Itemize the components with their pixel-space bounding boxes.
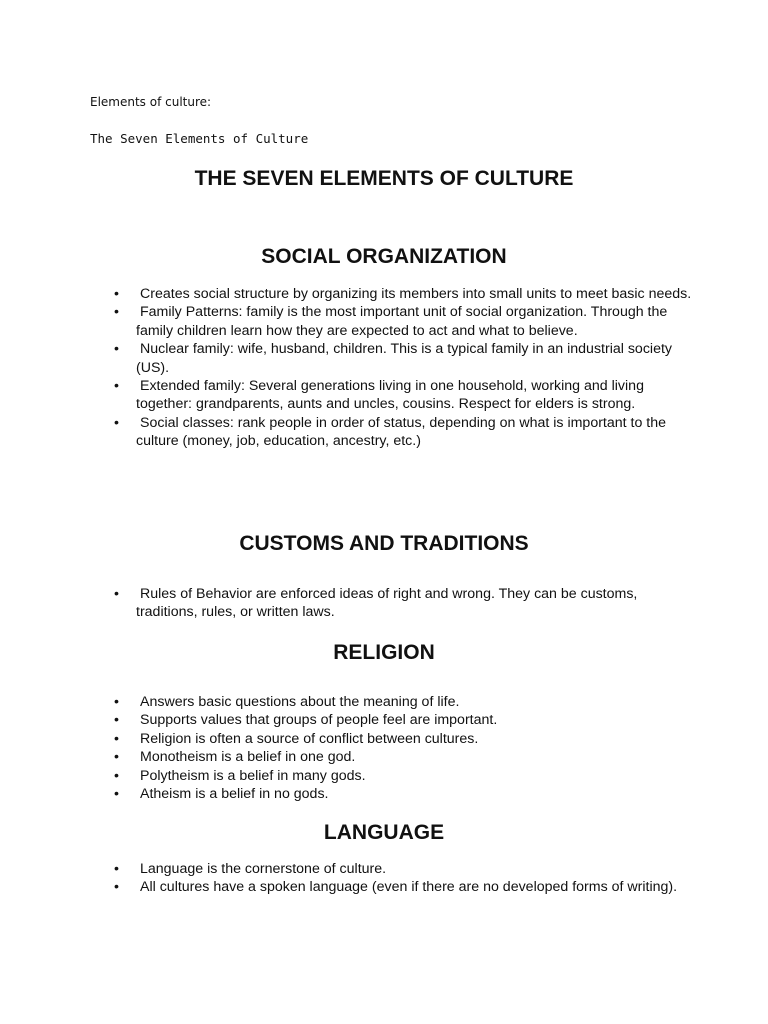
bullet-icon: • [114, 767, 119, 784]
bullet-icon: • [114, 712, 119, 729]
list-item-text: Creates social structure by organizing its members into small units to meet basic needs. [140, 286, 692, 302]
bullet-icon: • [114, 286, 119, 302]
section-heading-religion: RELIGION [333, 641, 435, 664]
list-item [0, 377, 768, 414]
document-title: THE SEVEN ELEMENTS OF CULTURE [194, 167, 574, 190]
list-item-text: All cultures have a spoken language (even if there are no developed forms of writing). [140, 879, 678, 896]
list-item [0, 785, 768, 803]
bullet-icon: • [114, 749, 119, 766]
language-list [0, 860, 768, 897]
bullet-icon: • [114, 879, 119, 896]
preheader-line-1: Elements of culture: [90, 95, 212, 109]
bullet-icon: • [114, 786, 119, 803]
list-item-text: Monotheism is a belief in one god. [140, 749, 356, 766]
list-item-text: Atheism is a belief in no gods. [140, 786, 329, 803]
list-item [0, 303, 768, 340]
bullet-icon: • [114, 586, 119, 602]
bullet-icon: • [114, 694, 119, 710]
social-organization-list [0, 285, 768, 451]
list-item-text: Rules of Behavior are enforced ideas of right and wrong. They can be customs, traditions, rules, or written laws. [136, 586, 638, 621]
bullet-icon: • [114, 861, 119, 877]
section-heading-customs-and-traditions: CUSTOMS AND TRADITIONS [239, 532, 529, 555]
section-heading-language: LANGUAGE [323, 821, 445, 844]
list-item [0, 730, 768, 748]
bullet-icon: • [114, 730, 119, 747]
list-item-text: Family Patterns: family is the most important unit of social organization. Through the family children learn how they are expected to act and what to believe. [136, 304, 668, 339]
list-item [0, 878, 768, 896]
list-item-text: Polytheism is a belief in many gods. [140, 767, 366, 784]
list-item-text: Answers basic questions about the meaning of life. [140, 694, 460, 710]
list-item-text: Nuclear family: wife, husband, children. This is a typical family in an industrial society (US). [136, 341, 672, 376]
list-item [0, 693, 768, 711]
list-item-text: Social classes: rank people in order of status, depending on what is important to the culture (money, job, education, ancestry, etc.) [136, 414, 667, 450]
preheader-line-2: The Seven Elements of Culture [90, 131, 309, 146]
list-item [0, 711, 768, 729]
religion-list [0, 693, 768, 803]
list-item [0, 860, 768, 878]
bullet-icon: • [114, 341, 119, 358]
bullet-icon: • [114, 304, 119, 321]
list-item-text: Supports values that groups of people feel are important. [140, 712, 498, 729]
list-item [0, 414, 768, 451]
list-item [0, 767, 768, 785]
list-item [0, 748, 768, 766]
list-item-text: Language is the cornerstone of culture. [140, 861, 387, 877]
list-item [0, 285, 768, 303]
bullet-icon: • [114, 378, 119, 395]
section-heading-social-organization: SOCIAL ORGANIZATION [261, 245, 507, 268]
list-item [0, 340, 768, 377]
list-item [0, 585, 768, 622]
bullet-icon: • [114, 414, 119, 431]
list-item-text: Extended family: Several generations living in one household, working and living together: grandparents, aunts and uncles, cousins. Respect for elders is strong. [136, 378, 644, 413]
list-item-text: Religion is often a source of conflict between cultures. [140, 730, 479, 747]
customs-and-traditions-list [0, 585, 768, 622]
